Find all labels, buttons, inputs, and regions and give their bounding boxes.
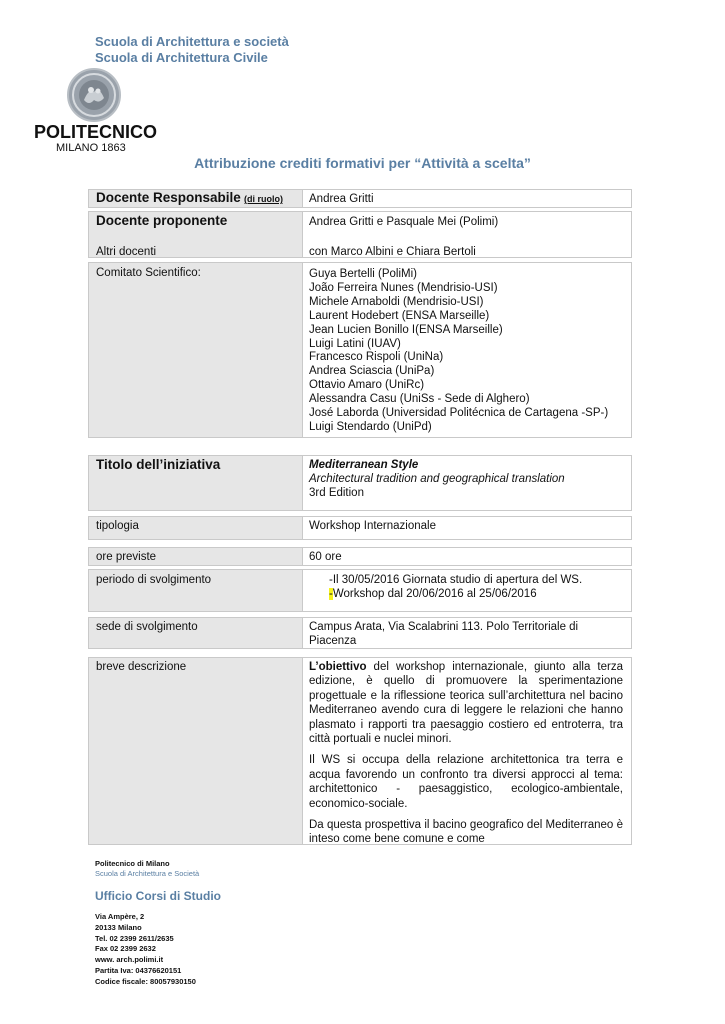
descrizione-text [309, 660, 623, 845]
row-sede [88, 617, 632, 649]
comitato-member: Luigi Latini (IUAV) [309, 337, 401, 350]
row-comitato-scientifico [88, 262, 632, 438]
footer-address-line: www. arch.polimi.it [95, 955, 164, 965]
footer-address-line: Codice fiscale: 80057930150 [95, 976, 196, 986]
periodo-label: periodo di svolgimento [96, 574, 212, 586]
comitato-member: Laurent Hodebert (ENSA Marseille) [309, 309, 490, 322]
comitato-member: Alessandra Casu (UniSs - Sede di Alghero) [309, 393, 530, 406]
row-titolo [88, 455, 632, 511]
document-title: Attribuzione crediti formativi per “Attività a scelta” [194, 155, 531, 171]
comitato-member: Luigi Stendardo (UniPd) [309, 420, 432, 433]
comitato-member: José Laborda (Universidad Politécnica de Cartagena -SP-) [309, 407, 609, 419]
comitato-member: Guya Bertelli (PoliMi) [309, 268, 417, 280]
comitato-member: Francesco Rispoli (UniNa) [309, 351, 444, 364]
docente-proponente-value: Andrea Gritti e Pasquale Mei (Polimi) [309, 216, 499, 228]
periodo-bullet-1: - [329, 574, 333, 586]
descrizione-obiettivo: L’obiettivo [309, 661, 367, 673]
footer-address-line: 20133 Milano [95, 922, 142, 932]
titolo-line-2: Architectural tradition and geographical translation [309, 473, 565, 485]
altri-docenti-label: Altri docenti [96, 246, 157, 258]
footer-school: Scuola di Architettura e Società [95, 869, 200, 878]
descrizione-p2: Il WS si occupa della relazione architettonica tra terra e acqua favorendo un confronto tra diversi approcci al tema: architettonico - paesaggistico, ecologico-ambientale, economico-sociale. [309, 754, 623, 810]
comitato-member: Michele Arnaboldi (Mendrisio-USI) [309, 295, 484, 308]
row-periodo [88, 569, 632, 612]
comitato-member: João Ferreira Nunes (Mendrisio-USI) [309, 281, 498, 294]
docente-proponente-label: Docente proponente [96, 213, 228, 228]
row-tipologia [88, 516, 632, 540]
row-docente-responsabile [88, 189, 632, 208]
periodo-bullet-2: - [329, 588, 333, 600]
footer-org: Politecnico di Milano [95, 859, 170, 868]
descrizione-label: breve descrizione [96, 661, 187, 673]
footer-address-line: Fax 02 2399 2632 [95, 944, 156, 954]
titolo-label: Titolo dell’iniziativa [96, 457, 221, 472]
footer-address [95, 912, 196, 988]
titolo-line-1: Mediterranean Style [309, 459, 419, 471]
logo-subtitle: MILANO 1863 [56, 142, 126, 154]
tipologia-label: tipologia [96, 520, 139, 532]
comitato-member: Jean Lucien Bonillo I(ENSA Marseille) [309, 323, 503, 336]
footer-address-line: Via Ampère, 2 [95, 912, 145, 921]
docente-responsabile-value: Andrea Gritti [309, 193, 374, 205]
footer-address-line: Partita Iva: 04376620151 [95, 965, 182, 975]
row-docente-proponente [88, 211, 632, 258]
altri-docenti-value: con Marco Albini e Chiara Bertoli [309, 246, 476, 258]
ore-value: 60 ore [309, 551, 342, 563]
school-name-1: Scuola di Architettura e società [95, 34, 289, 49]
sede-line-1: Campus Arata, Via Scalabrini 113. Polo Territoriale di [309, 621, 579, 633]
row-ore-previste [88, 547, 632, 566]
descrizione-p1: del workshop internazionale, giunto alla terza edizione, è quello di promuovere la sperimentazione progettuale e la riflessione teorica sull’architettura nel bacino Mediterraneo avendo cura di leggere le relazioni che hanno plasmato i rapporti tra paesaggio costiero ed entroterra, tra città portuali e nuclei minori. [309, 661, 623, 746]
school-name-2: Scuola di Architettura Civile [95, 50, 268, 65]
di-ruolo-note: (di ruolo) [244, 194, 283, 204]
footer-address-line: Tel. 02 2399 2611/2635 [95, 933, 174, 943]
ore-label: ore previste [96, 551, 157, 563]
logo-wordmark: POLITECNICO [34, 122, 158, 142]
tipologia-value: Workshop Internazionale [309, 520, 436, 532]
politecnico-seal-logo [67, 68, 121, 122]
docente-responsabile-label: Docente Responsabile [96, 190, 241, 205]
comitato-label: Comitato Scientifico: [96, 267, 201, 279]
comitato-member: Ottavio Amaro (UniRc) [309, 379, 425, 392]
periodo-item-2: Workshop dal 20/06/2016 al 25/06/2016 [332, 588, 537, 600]
sede-label: sede di svolgimento [96, 621, 198, 633]
footer-office: Ufficio Corsi di Studio [95, 889, 221, 903]
periodo-item-1: Il 30/05/2016 Giornata studio di apertura del WS. [332, 574, 583, 586]
comitato-member: Andrea Sciascia (UniPa) [309, 365, 435, 378]
titolo-line-3: 3rd Edition [309, 487, 364, 499]
descrizione-p3: Da questa prospettiva il bacino geografico del Mediterraneo è inteso come bene comune e come [309, 819, 623, 845]
sede-line-2: Piacenza [309, 635, 357, 647]
row-descrizione [88, 657, 632, 845]
